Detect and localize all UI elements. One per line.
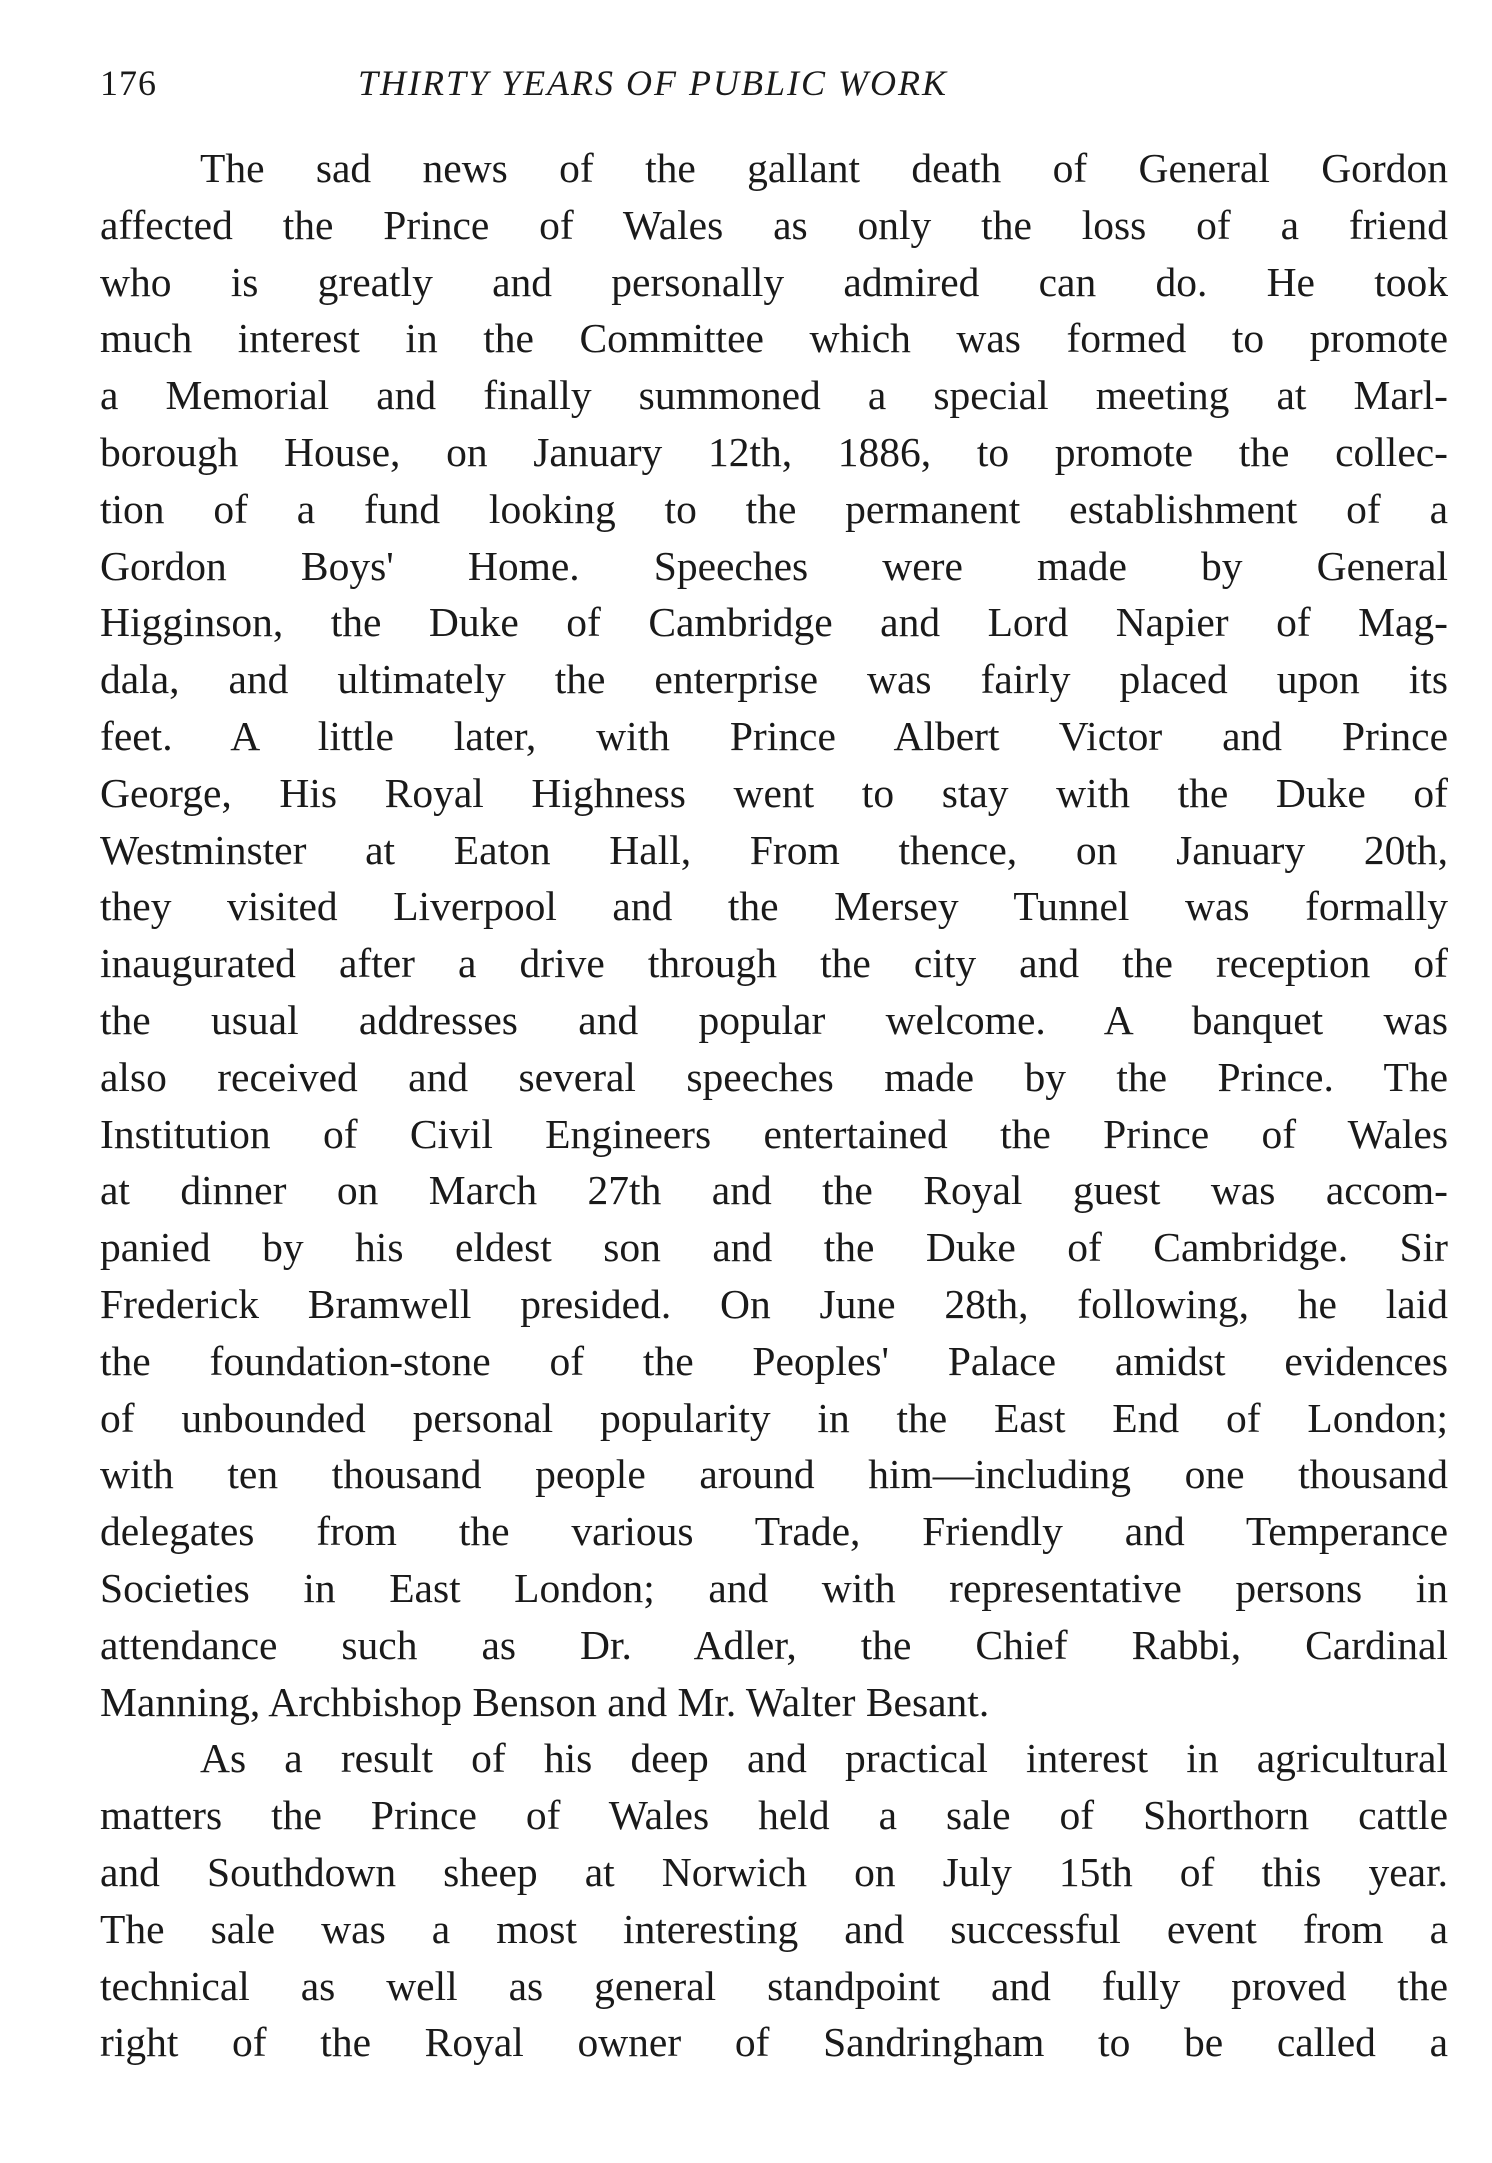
text-line: with ten thousand people around him—including one thousand	[100, 1451, 1448, 1498]
page-number: 176	[100, 63, 157, 103]
text-line: and Southdown sheep at Norwich on July 15th of this year.	[100, 1848, 1448, 1895]
text-line: right of the Royal owner of Sandringham to be called a	[100, 2019, 1448, 2066]
text-line: Higginson, the Duke of Cambridge and Lord Napier of Mag-	[100, 599, 1448, 646]
text-line: dala, and ultimately the enterprise was fairly placed upon its	[100, 656, 1448, 703]
text-line: tion of a fund looking to the permanent establishment of a	[100, 485, 1448, 532]
text-line: The sale was a most interesting and successful event from a	[100, 1905, 1448, 1952]
text-line: the usual addresses and popular welcome. A banquet was	[100, 996, 1448, 1043]
text-line: attendance such as Dr. Adler, the Chief Rabbi, Cardinal	[100, 1621, 1448, 1668]
text-line: the foundation-stone of the Peoples' Palace amidst evidences	[100, 1337, 1448, 1384]
text-line: of unbounded personal popularity in the East End of London;	[100, 1394, 1448, 1441]
text-line: matters the Prince of Wales held a sale of Shorthorn cattle	[100, 1792, 1448, 1839]
text-line: George, His Royal Highness went to stay with the Duke of	[100, 769, 1448, 816]
text-line: The sad news of the gallant death of General Gordon	[200, 145, 1448, 191]
text-line: Westminster at Eaton Hall, From thence, on January 20th,	[100, 826, 1448, 873]
text-line: Manning, Archbishop Benson and Mr. Walter Besant.	[100, 1678, 990, 1725]
text-line: affected the Prince of Wales as only the loss of a friend	[100, 201, 1448, 248]
text-line: much interest in the Committee which was formed to promote	[100, 315, 1448, 362]
text-line: Institution of Civil Engineers entertained the Prince of Wales	[100, 1110, 1448, 1157]
text-line: also received and several speeches made by the Prince. The	[100, 1053, 1448, 1100]
running-title: THIRTY YEARS OF PUBLIC WORK	[358, 63, 949, 103]
body-text	[100, 140, 1448, 2071]
text-line: borough House, on January 12th, 1886, to promote the collec-	[100, 428, 1448, 475]
text-line: Gordon Boys' Home. Speeches were made by General	[100, 542, 1448, 589]
paragraph-gordon-memorial	[100, 140, 1448, 1730]
text-line: who is greatly and personally admired can do. He took	[100, 258, 1448, 305]
text-line: at dinner on March 27th and the Royal guest was accom-	[100, 1167, 1448, 1214]
page-header	[100, 62, 1450, 112]
text-line: delegates from the various Trade, Friendly and Temperance	[100, 1508, 1448, 1555]
text-line: Frederick Bramwell presided. On June 28th, following, he laid	[100, 1280, 1448, 1327]
paragraph-norwich-sale	[100, 1730, 1448, 2071]
text-line: a Memorial and finally summoned a special meeting at Marl-	[100, 372, 1448, 419]
text-line: they visited Liverpool and the Mersey Tunnel was formally	[100, 883, 1448, 930]
text-line: As a result of his deep and practical interest in agricultural	[200, 1735, 1448, 1782]
text-line: panied by his eldest son and the Duke of Cambridge. Sir	[100, 1224, 1448, 1271]
text-line: feet. A little later, with Prince Albert Victor and Prince	[100, 712, 1448, 759]
text-line: Societies in East London; and with representative persons in	[100, 1564, 1448, 1611]
text-line: inaugurated after a drive through the city and the reception of	[100, 940, 1448, 987]
text-line: technical as well as general standpoint and fully proved the	[100, 1962, 1448, 2009]
